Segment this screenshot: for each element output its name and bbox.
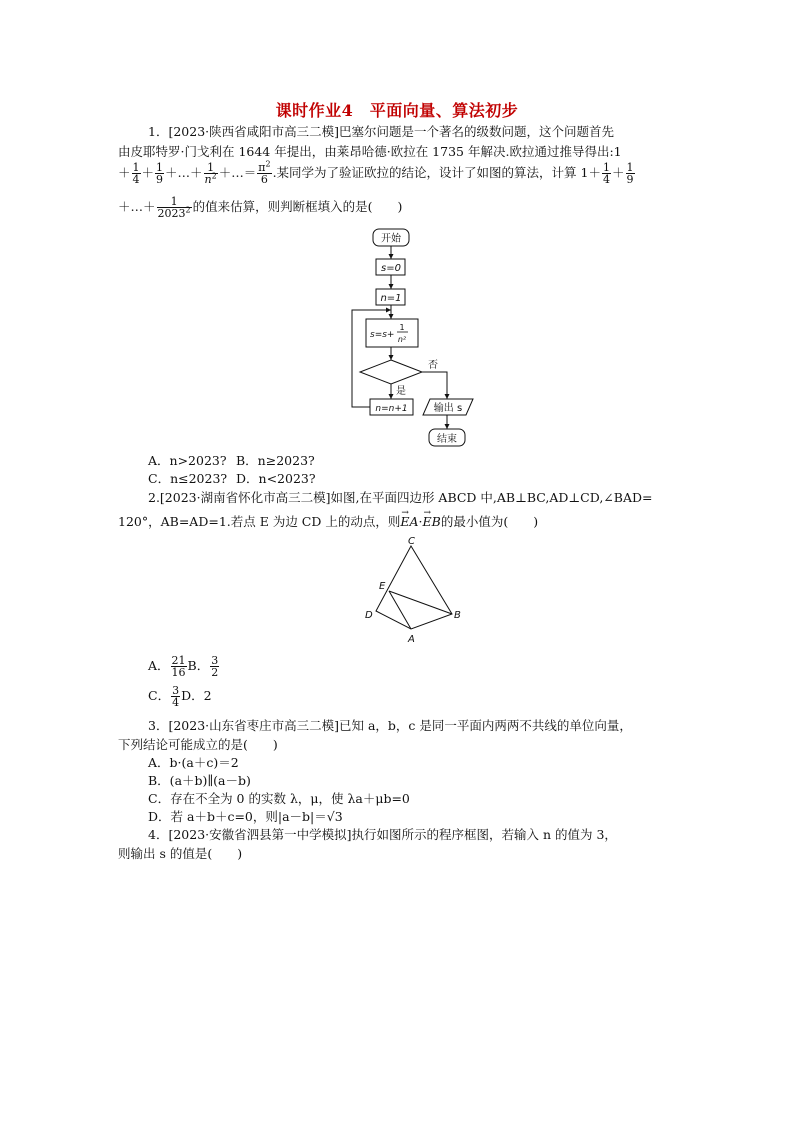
q1-option-b: B．n≥2023? [236, 453, 315, 468]
vertex-b: B [454, 610, 461, 621]
flow-output: 输出 s [433, 403, 463, 414]
flow-increment: n=n+1 [375, 404, 408, 414]
flow-frac-num: 1 [399, 323, 405, 332]
q1-line1: 1．[2023·陕西省咸阳市高三二模]巴塞尔问题是一个著名的级数问题，这个问题首先 [148, 124, 614, 139]
flow-update-s: s=s+ [370, 330, 395, 340]
flow-yes-label: 是 [396, 386, 406, 397]
q2-line2: 120°，AB=AD=1.若点 E 为边 CD 上的动点，则→ EA·→ EB的最小值为( ) [118, 514, 538, 530]
q2-line2-tail: 的最小值为( ) [440, 514, 539, 529]
flow-init-s: s=0 [381, 263, 401, 274]
q1-line2: 由皮耶特罗·门戈利在 1644 年提出，由莱昂哈德·欧拉在 1735 年解决.欧拉通过推导得出:1 [118, 144, 622, 159]
flow-no-label: 否 [428, 360, 438, 371]
q1-line4-tail: 的值来估算，则判断框填入的是( ) [192, 199, 403, 214]
q4-line1: 4．[2023·安徽省泗县第一中学模拟]执行如图所示的程序框图，若输入 n 的值为 3， [148, 827, 617, 842]
q2-option-d: D．2 [181, 688, 212, 703]
q2-option-c: C． [148, 688, 171, 703]
q2-options-ab: A． $\frac{21}{16}$ B． $\frac{3}{2}$ [148, 654, 219, 679]
flow-init-n: n=1 [380, 293, 402, 304]
q2-line1: 2.[2023·湖南省怀化市高三二模]如图,在平面四边形 ABCD 中,AB⊥BC,AD⊥CD,∠BAD= [148, 490, 653, 505]
vertex-a: A [408, 634, 415, 645]
flow-decision-diamond [360, 360, 422, 384]
flowchart [330, 226, 490, 452]
q3-option-b: B．(a＋b)∥(a－b) [148, 773, 251, 788]
vertex-d: D [365, 610, 373, 621]
flow-start: 开始 [381, 233, 401, 245]
q2-line2-head: 120°，AB=AD=1.若点 E 为边 CD 上的动点，则 [118, 514, 401, 529]
q1-line3-tail: .某同学为了验证欧拉的结论，设计了如图的算法，计算 1＋ [272, 165, 601, 180]
q3-line1: 3．[2023·山东省枣庄市高三二模]已知 a，b，c 是同一平面内两两不共线的单位向量， [148, 718, 632, 733]
q4-line2: 则输出 s 的值是( ) [118, 846, 243, 861]
q1-option-d: D．n<2023? [236, 471, 316, 486]
q2-option-b: B． [187, 658, 210, 673]
q1-option-a: A．n>2023? [148, 453, 227, 468]
q2-option-a: A． [148, 658, 170, 673]
q3-option-d: D．若 a＋b＋c=0，则|a－b|＝√3 [148, 809, 343, 824]
flow-frac-den: n² [397, 335, 407, 344]
q3-option-a: A．b·(a＋c)＝2 [148, 755, 239, 770]
q2-options-cd: C． $\frac{3}{4}$ D．2 [148, 684, 212, 709]
vertex-c: C [408, 536, 415, 547]
q1-formula-line: ＋ $\frac{1}{4}$ ＋ $\frac{1}{9}$ ＋…＋ $\frac{1}{n^2}$ ＋…＝ $\frac{\pi^2}{6}$ .某同学为了验证欧拉的结论，设计了如图的算法，计算 1＋ $\frac{1}{4}$ ＋ $\frac{1}{9}$ [118, 159, 634, 186]
quadrilateral-figure [360, 534, 470, 650]
q3-option-c: C．存在不全为 0 的实数 λ，μ，使 λa＋μb=0 [148, 791, 410, 806]
page-title: 课时作业4 平面向量、算法初步 [275, 101, 519, 120]
q1-line4: ＋…＋ $\frac{1}{2023^2}$ 的值来估算，则判断框填入的是( ) [118, 195, 403, 220]
point-e: E [379, 581, 386, 592]
q1-option-c: C．n≤2023? [148, 471, 228, 486]
flow-end: 结束 [437, 434, 457, 445]
q3-line2: 下列结论可能成立的是( ) [118, 737, 278, 752]
